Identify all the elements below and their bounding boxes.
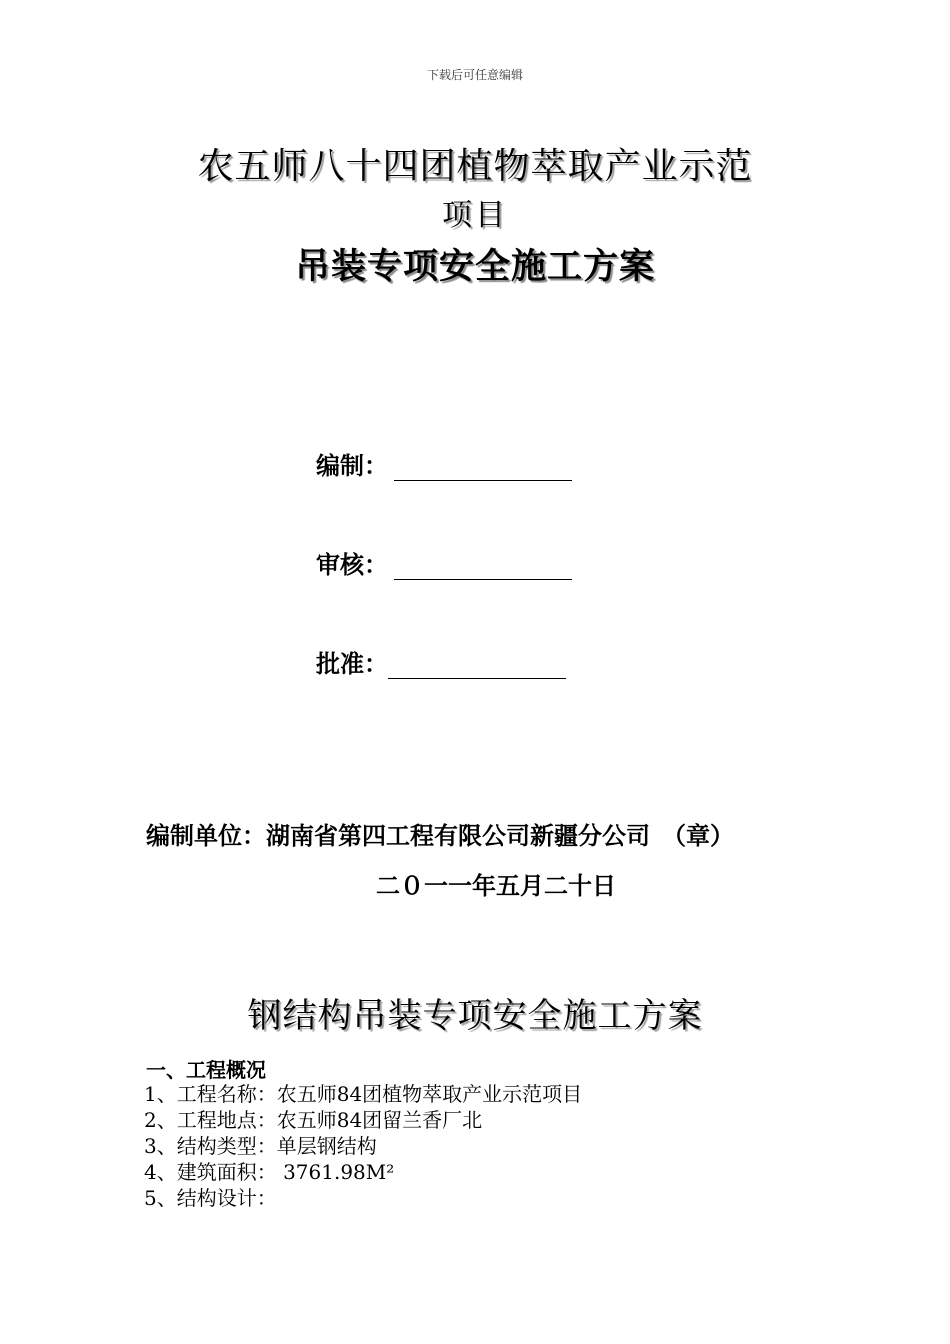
- signature-label-reviewer: 审核：: [316, 551, 388, 579]
- list-item: 5、结构设计：: [144, 1186, 277, 1210]
- signature-label-compiler: 编制：: [316, 452, 388, 480]
- overview-list: [144, 1081, 582, 1211]
- list-item: 4、建筑面积： 3761.98M²: [144, 1160, 395, 1184]
- signature-row-compiler: [316, 446, 572, 481]
- signature-blank-compiler[interactable]: [394, 458, 572, 481]
- cover-title-line2: 项目: [442, 198, 508, 233]
- signature-row-reviewer: [316, 545, 572, 580]
- list-item: 1、工程名称：农五师84团植物萃取产业示范项目: [144, 1082, 583, 1106]
- cover-title-line1: 农五师八十四团植物萃取产业示范: [197, 146, 753, 187]
- signature-label-approver: 批准：: [316, 650, 388, 678]
- header-note: 下载后可任意编辑: [426, 68, 523, 82]
- compiling-organization: 编制单位：湖南省第四工程有限公司新疆分公司 （章）: [146, 822, 734, 850]
- signature-blank-reviewer[interactable]: [394, 557, 572, 580]
- list-item: 2、工程地点：农五师84团留兰香厂北: [144, 1108, 483, 1132]
- document-heading: 钢结构吊装专项安全施工方案: [247, 996, 703, 1036]
- list-item: 3、结构类型：单层钢结构: [144, 1134, 377, 1158]
- signature-blank-approver[interactable]: [388, 656, 566, 679]
- signature-row-approver: [316, 644, 566, 679]
- cover-date: 二０一一年五月二十日: [376, 872, 616, 900]
- cover-title-line3: 吊装专项安全施工方案: [294, 247, 655, 287]
- section-heading-overview: 一、工程概况: [146, 1058, 266, 1082]
